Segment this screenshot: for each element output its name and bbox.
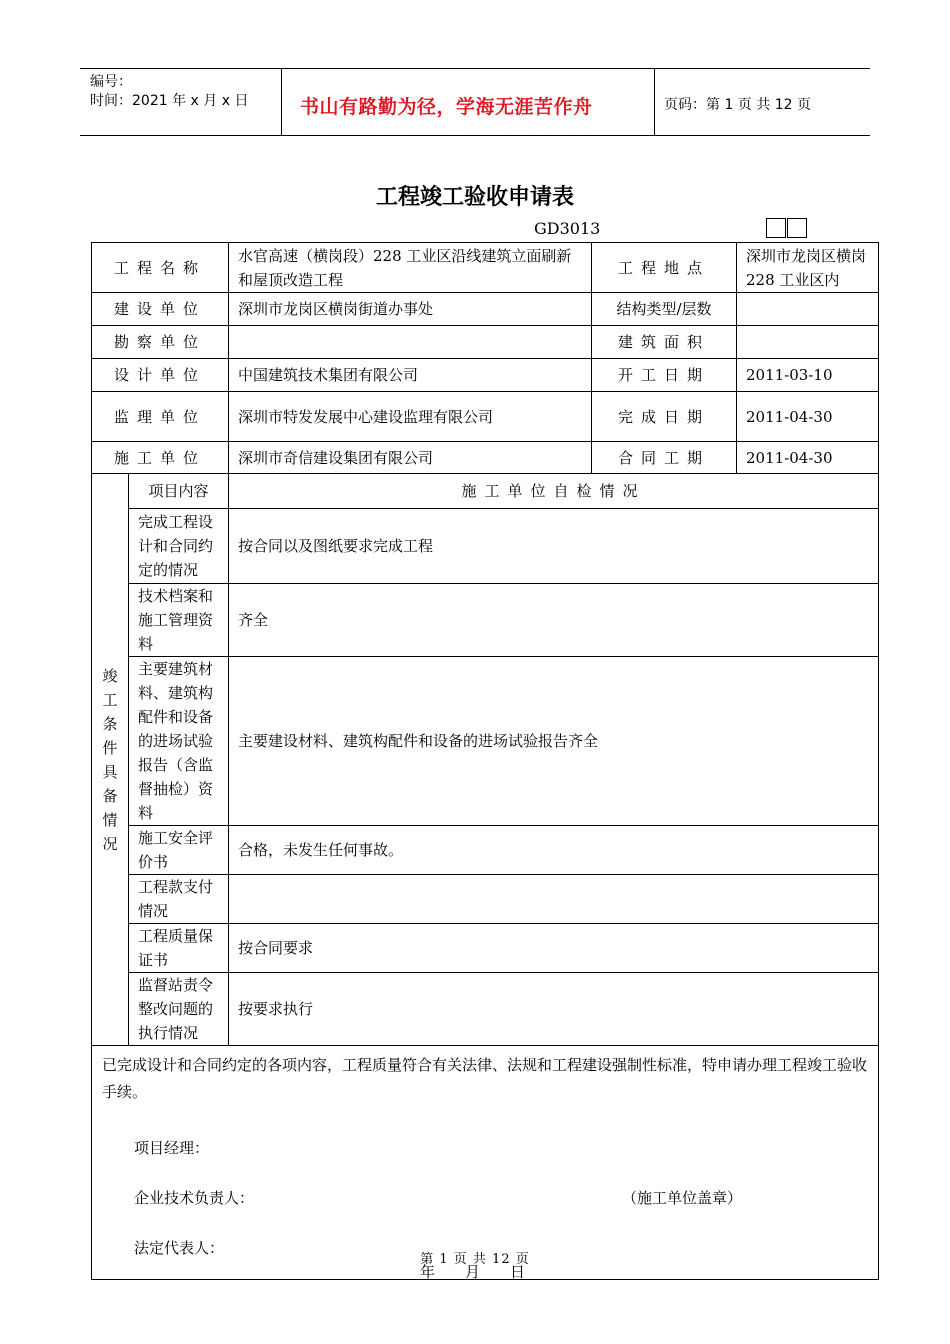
condition-item: 工程质量保证书 [129, 924, 229, 973]
checkbox-square [787, 218, 807, 238]
value-cell: 深圳市龙岗区横岗 228 工业区内 [737, 243, 879, 293]
info-row [92, 243, 879, 293]
project-manager-label: 项目经理： [134, 1139, 210, 1157]
checkbox-square [766, 218, 786, 238]
condition-row [92, 826, 879, 875]
value-cell: 2011-04-30 [737, 392, 879, 442]
number-label: 编号： [90, 74, 132, 90]
condition-check: 合格，未发生任何事故。 [229, 826, 879, 875]
page-footer: 第 1 页 共 12 页 [420, 1252, 530, 1267]
value-cell: 2011-03-10 [737, 359, 879, 392]
condition-row [92, 657, 879, 826]
vertical-label-char: 竣 [102, 666, 118, 685]
declaration-text: 已完成设计和合同约定的各项内容，工程质量符合有关法律、法规和工程建设强制性标准，特申请办理工程竣工验收手续。 [102, 1056, 868, 1101]
value-cell [737, 326, 879, 359]
info-row [92, 359, 879, 392]
label-cell: 工程地点 [592, 243, 737, 293]
value-cell [737, 293, 879, 326]
acceptance-form-table [91, 242, 879, 1280]
header-bottom-rule [80, 135, 870, 136]
condition-check: 齐全 [229, 584, 879, 657]
legal-rep-label: 法定代表人： [134, 1239, 225, 1257]
value-cell: 水官高速（横岗段）228 工业区沿线建筑立面刷新和屋顶改造工程 [229, 243, 592, 293]
page-title: 工程竣工验收申请表 [375, 185, 574, 210]
date-text: 时间：2021 年 x 月 x 日 [90, 93, 249, 109]
form-code: GD3013 [534, 219, 601, 238]
conditions-header-row [92, 474, 879, 509]
vertical-label-char: 件 [102, 738, 118, 757]
condition-item: 技术档案和施工管理资料 [129, 584, 229, 657]
info-row [92, 326, 879, 359]
conditions-side-label [92, 474, 129, 1046]
value-cell: 深圳市特发发展中心建设监理有限公司 [229, 392, 592, 442]
tech-lead-label: 企业技术负责人： [134, 1189, 255, 1207]
condition-check: 按合同以及图纸要求完成工程 [229, 509, 879, 584]
condition-check: 按要求执行 [229, 973, 879, 1046]
label-cell: 合同工期 [592, 442, 737, 474]
label-cell: 设计单位 [92, 359, 229, 392]
declaration-row [92, 1046, 879, 1280]
condition-item: 工程款支付情况 [129, 875, 229, 924]
condition-row [92, 875, 879, 924]
vertical-label-char: 况 [102, 834, 118, 853]
motto-text: 书山有路勤为径，学海无涯苦作舟 [300, 96, 593, 118]
label-cell: 施工单位 [92, 442, 229, 474]
vertical-label-char: 具 [102, 762, 118, 781]
condition-item: 主要建筑材料、建筑构配件和设备的进场试验报告（含监督抽检）资料 [129, 657, 229, 826]
vertical-label-char: 条 [102, 714, 118, 733]
label-cell: 完成日期 [592, 392, 737, 442]
header-divider [654, 68, 655, 136]
vertical-label-char: 工 [102, 690, 118, 709]
label-cell: 勘察单位 [92, 326, 229, 359]
label-cell: 结构类型/层数 [592, 293, 737, 326]
label-cell: 开工日期 [592, 359, 737, 392]
value-cell [229, 326, 592, 359]
value-cell: 中国建筑技术集团有限公司 [229, 359, 592, 392]
header-divider [281, 68, 282, 136]
condition-row [92, 509, 879, 584]
header-top-rule [80, 68, 870, 69]
signature-date: 年 月 日 [420, 1263, 526, 1281]
label-cell: 建设单位 [92, 293, 229, 326]
label-cell: 工程名称 [92, 243, 229, 293]
check-column-header: 施工单位自检情况 [229, 474, 879, 509]
condition-check: 主要建设材料、建筑构配件和设备的进场试验报告齐全 [229, 657, 879, 826]
value-cell: 深圳市龙岗区横岗街道办事处 [229, 293, 592, 326]
condition-item: 施工安全评价书 [129, 826, 229, 875]
info-row [92, 442, 879, 474]
condition-check: 按合同要求 [229, 924, 879, 973]
vertical-label-char: 备 [102, 786, 118, 805]
declaration-cell [92, 1046, 879, 1280]
condition-row [92, 973, 879, 1046]
condition-row [92, 584, 879, 657]
seal-label: （施工单位盖章） [622, 1189, 743, 1207]
info-row [92, 392, 879, 442]
vertical-label-text [92, 664, 128, 856]
condition-row [92, 924, 879, 973]
item-column-header: 项目内容 [129, 474, 229, 509]
condition-item: 完成工程设计和合同约定的情况 [129, 509, 229, 584]
value-cell: 深圳市奇信建设集团有限公司 [229, 442, 592, 474]
vertical-label-char: 情 [102, 810, 118, 829]
condition-check [229, 875, 879, 924]
label-cell: 建筑面积 [592, 326, 737, 359]
condition-item: 监督站责令整改问题的执行情况 [129, 973, 229, 1046]
label-cell: 监理单位 [92, 392, 229, 442]
info-row [92, 293, 879, 326]
page-indicator: 页码：第 1 页 共 12 页 [664, 97, 811, 113]
value-cell: 2011-04-30 [737, 442, 879, 474]
